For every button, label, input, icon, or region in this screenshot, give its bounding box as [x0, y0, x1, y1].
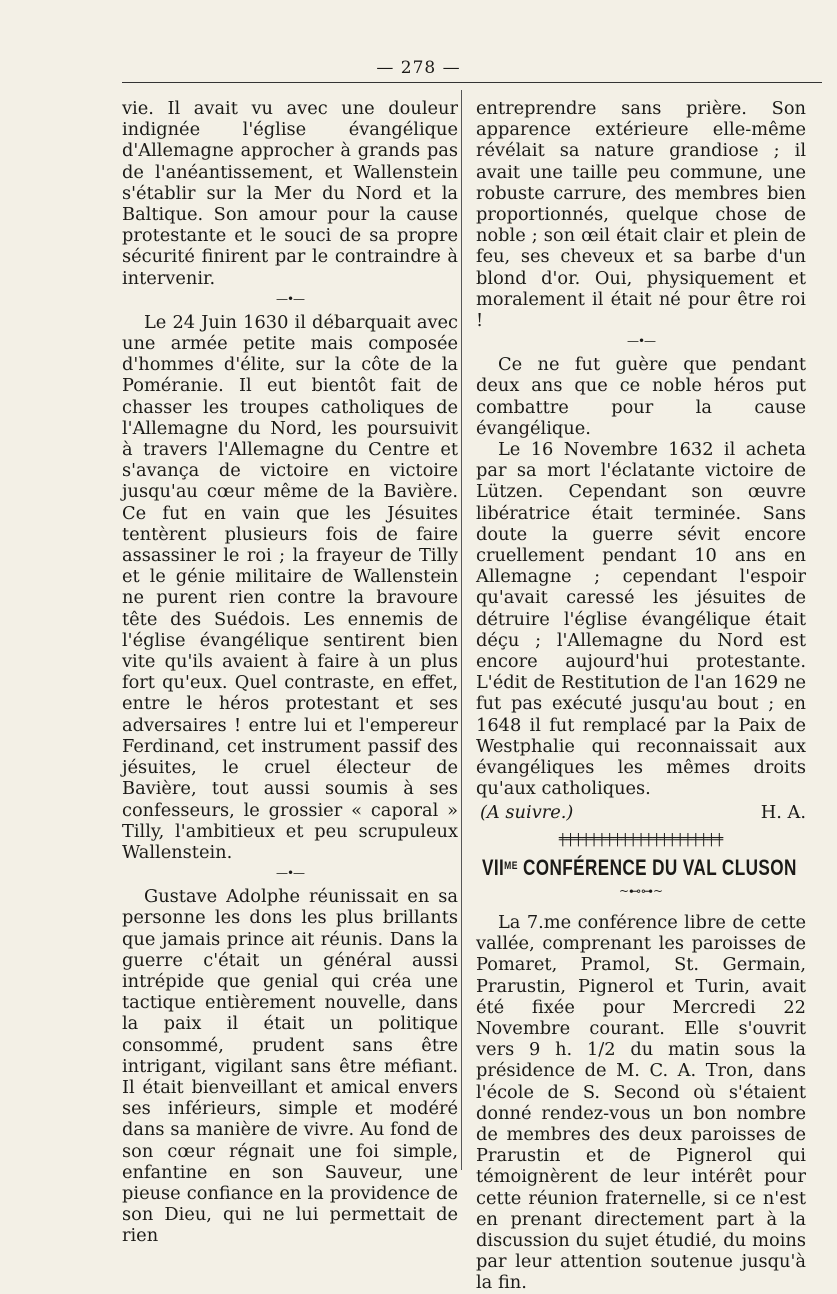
left-paragraph-3: Gustave Adolphe réunissait en sa personne les dons les plus brillants que jamais prince ait réunis. Dans la guerre c'était un général aussi intrépide que genial qui créa une tactique entièrement nouvelle, dans la paix il était un politique consommé, prudent sans être intrigant, vigilant sans être méfiant. Il était bienveillant et amical envers ses inférieurs, simple et modéré dans sa manière de vivre. Au fond de son cœur régnait une foi simple, enfantine en son Sauveur, une pieuse confiance en la providence de son Dieu, qui ne lui permettait de rien	[122, 886, 458, 1247]
signoff	[476, 802, 806, 823]
divider-ornament: —•—	[275, 866, 305, 881]
ornamental-border: ╪╪╪╪╪╪╪╪╪╪╪╪╪╪╪╪╪╪╪╪╪	[558, 832, 724, 847]
page-number: — 278 —	[376, 58, 461, 78]
author-initials: H. A.	[760, 801, 806, 823]
right-paragraph-1: entreprendre sans prière. Son apparence extérieure elle-même révélait sa nature grandiose ; il avait une taille peu commune, une robuste carrure, des membres bien proportionnés, quelque chose de noble ; son œil était clair et plein de feu, ses cheveux et sa barbe d'un blond d'or. Oui, physiquement et moralement il était né pour être roi !	[476, 98, 806, 332]
left-column	[122, 98, 458, 1247]
section-heading: $VII^{ME}$ CONFÉRENCE DU VAL CLUSON	[482, 854, 797, 880]
to-be-continued: (A suivre.)	[480, 801, 574, 823]
right-column	[476, 98, 806, 1294]
left-paragraph-2: Le 24 Juin 1630 il débarquait avec une armée petite mais composée d'hommes d'élite, sur la côte de la Poméranie. Il eut bientôt fait de chasser les troupes catholiques de l'Allemagne du Nord, les poursuivit à travers l'Allemagne du Centre et s'avança de victoire en victoire jusqu'au cœur même de la Bavière. Ce fut en vain que les Jésuites tentèrent plusieurs fois de faire assassiner le roi ; la frayeur de Tilly et le génie militaire de Wallenstein ne purent rien contre la bravoure tête des Suédois. Les ennemis de l'église évangélique sentirent bien vite qu'ils avaient à faire à un plus fort qu'eux. Quel contraste, en effet, entre le héros protestant et ses adversaires ! entre lui et l'empereur Ferdinand, cet instrument passif des jésuites, le cruel électeur de Bavière, tout aussi soumis à ses confesseurs, le grossier « caporal » Tilly, l'ambitieux et peu scrupuleux Wallenstein.	[122, 311, 458, 863]
divider-ornament: —•—	[626, 334, 656, 349]
header-rule	[122, 82, 822, 83]
left-paragraph-1: vie. Il avait vu avec une douleur indignée l'église évangélique d'Allemagne approcher à grands pas de l'anéantissement, et Wallenstein s'établir sur la Mer du Nord et la Baltique. Son amour pour la cause protestante et le souci de sa propre sécurité finirent par le contraindre à intervenir.	[122, 98, 458, 289]
right-paragraph-2: Ce ne fut guère que pendant deux ans que ce noble héros put combattre pour la cause évangélique.	[476, 354, 806, 439]
right-paragraph-3: Le 16 Novembre 1632 il acheta par sa mort l'éclatante victoire de Lützen. Cependant son œuvre libératrice était terminée. Sans doute la guerre sévit encore cruellement pendant 10 ans en Allemagne ; cependant l'espoir qu'avait caressé les jésuites de détruire l'église évangélique était déçu ; l'Allemagne du Nord est encore aujourd'hui protestante. L'édit de Restitution de l'an 1629 ne fut pas exécuté jusqu'au bout ; en 1648 il fut remplacé par la Paix de Westphalie qui reconnaissait aux évangéliques les mêmes droits qu'aux catholiques.	[476, 439, 806, 800]
heading-flourish: ~⊷⊶~	[618, 883, 664, 898]
column-divider	[461, 90, 462, 1170]
divider-ornament: —•—	[275, 291, 305, 306]
section-paragraph: La 7.me conférence libre de cette vallée, comprenant les paroisses de Pomaret, Pramol, St. Germain, Prarustin, Pignerol et Turin, avait été fixée pour Mercredi 22 Novembre courant. Elle s'ouvrit vers 9 h. 1/2 du matin sous la présidence de M. C. A. Tron, dans l'école de S. Second où s'étaient donné rendez-vous un bon nombre de membres des deux paroisses de Prarustin et de Pignerol qui témoignèrent de leur intérêt pour cette réunion fraternelle, si ce n'est en prenant directement part à la discussion du sujet étudié, du moins par leur attention soutenue jusqu'à la fin.	[476, 911, 806, 1294]
